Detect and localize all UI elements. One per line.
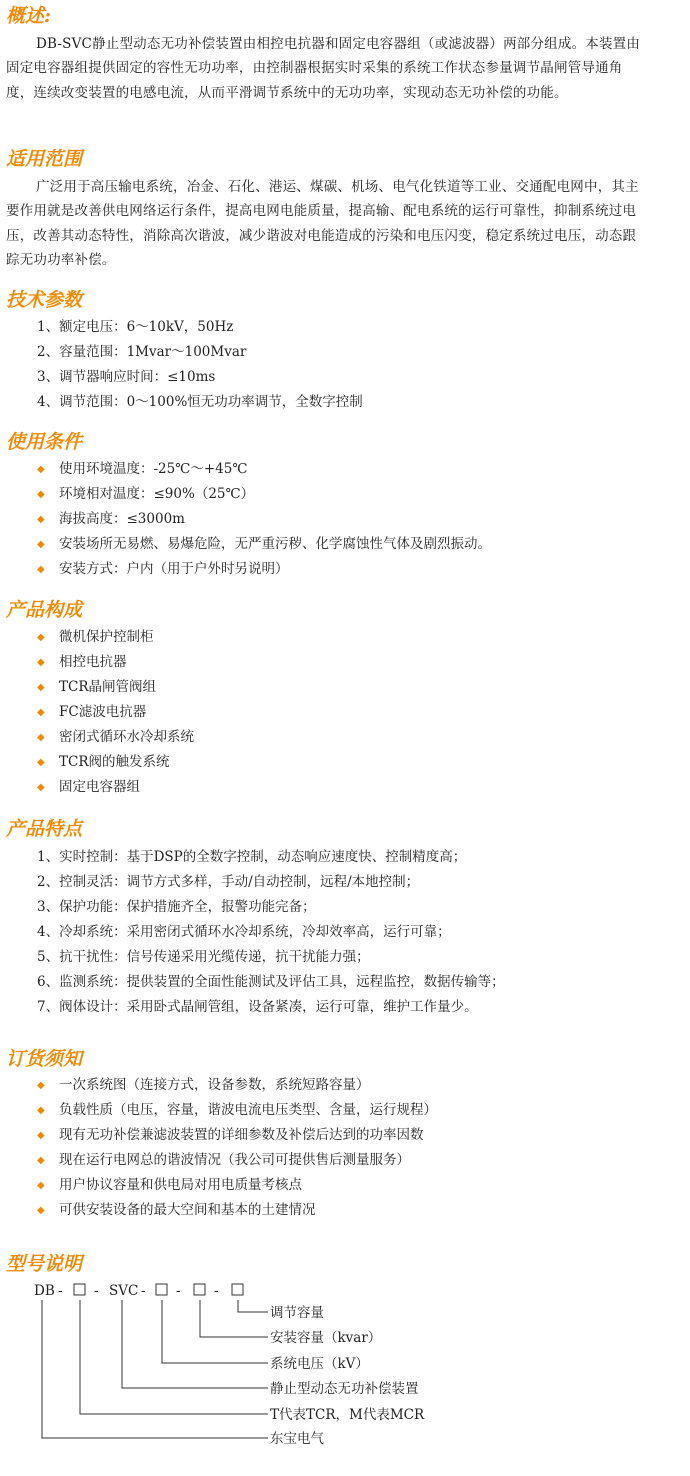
leader-line (122, 1300, 268, 1388)
code-dash: - (141, 1283, 146, 1299)
list-item: ◆ TCR晶闸管阀组 (37, 675, 194, 700)
diamond-bullet-icon: ◆ (37, 1205, 45, 1216)
list-item: ◆ 海拔高度：≤3000m (37, 507, 491, 532)
diamond-bullet-icon: ◆ (37, 707, 45, 718)
list-item: ◆ 相控电抗器 (37, 650, 194, 675)
list-item: ◆ 固定电容器组 (37, 775, 194, 800)
diamond-bullet-icon: ◆ (37, 514, 45, 525)
list-item: ◆ 可供安装设备的最大空间和基本的土建情况 (37, 1198, 437, 1223)
diamond-bullet-icon: ◆ (37, 782, 45, 793)
scope-text: 广泛用于高压输电系统，冶金、石化、港运、煤碳、机场、电气化铁道等工业、交通配电网中，其主要作用就是改善供电网络运行条件，提高电网电能质量，提高输、配电系统的运行可靠性，抑制系统过电压，改善其动态特性，消除高次谐波，减少谐波对电能造成的污染和电压闪变，稳定系统过电压，动态跟踪无功功率补偿。 (6, 179, 639, 269)
code-box-regulating-capacity (232, 1284, 243, 1295)
list-item: 1、实时控制：基于DSP的全数字控制，动态响应速度快、控制精度高； (37, 849, 467, 865)
diamond-bullet-icon: ◆ (37, 757, 45, 768)
code-dash: - (176, 1283, 181, 1299)
leader-line (42, 1300, 268, 1438)
label-type: T代表TCR，M代表MCR (270, 1407, 425, 1423)
list-item: ◆ 环境相对温度：≤90%（25℃） (37, 482, 491, 507)
list-item: ◆ 现有无功补偿兼滤波装置的详细参数及补偿后达到的功率因数 (37, 1123, 437, 1148)
list-item: 3、调节器响应时间：≤10ms (37, 369, 216, 385)
code-dash: - (214, 1283, 219, 1299)
label-company: 东宝电气 (270, 1431, 324, 1447)
list-item: 2、容量范围：1Mvar～100Mvar (37, 344, 247, 360)
code-svc: SVC (109, 1283, 139, 1299)
diamond-bullet-icon: ◆ (37, 682, 45, 693)
model-code-diagram (0, 1275, 690, 1475)
code-box-voltage (156, 1284, 167, 1295)
diamond-bullet-icon: ◆ (37, 564, 45, 575)
code-dash: - (94, 1283, 99, 1299)
scope-paragraph (6, 175, 642, 273)
ordering-list (37, 1073, 437, 1223)
list-item: 6、监测系统：提供装置的全面性能测试及评估工具，远程监控，数据传输等； (37, 974, 505, 990)
conditions-list (37, 457, 491, 582)
label-svc-device: 静止型动态无功补偿装置 (270, 1381, 419, 1397)
diamond-bullet-icon: ◆ (37, 657, 45, 668)
diamond-bullet-icon: ◆ (37, 632, 45, 643)
overview-heading: 概述: (6, 5, 52, 27)
list-item: 7、阀体设计：采用卧式晶闸管组，设备紧凑，运行可靠，维护工作量少。 (37, 999, 478, 1015)
tech-heading: 技术参数 (6, 289, 83, 311)
code-box-install-capacity (194, 1284, 205, 1295)
conditions-heading: 使用条件 (6, 431, 83, 453)
leader-line (162, 1300, 268, 1363)
features-heading: 产品特点 (6, 818, 83, 840)
overview-text: DB-SVC静止型动态无功补偿装置由相控电抗器和固定电容器组（或滤波器）两部分组成。本装置由固定电容器组提供固定的容性无功功率，由控制器根据实时采集的系统工作状态参量调节晶闸管导通角度，连续改变装置的电感电流，从而平滑调节系统中的无功功率，实现动态无功补偿的功能。 (6, 36, 641, 101)
list-item: 4、冷却系统：采用密闭式循环水冷却系统，冷却效率高，运行可靠； (37, 924, 451, 940)
list-item: ◆ 用户协议容量和供电局对用电质量考核点 (37, 1173, 437, 1198)
list-item: 2、控制灵活：调节方式多样，手动/自动控制，远程/本地控制； (37, 874, 420, 890)
leader-line (238, 1300, 268, 1312)
list-item: ◆ 安装场所无易燃、易爆危险，无严重污秽、化学腐蚀性气体及剧烈振动。 (37, 532, 491, 557)
list-item: ◆ 使用环境温度：-25℃～+45℃ (37, 457, 491, 482)
diamond-bullet-icon: ◆ (37, 464, 45, 475)
list-item: ◆ 安装方式：户内（用于户外时另说明） (37, 557, 491, 582)
list-item: 3、保护功能：保护措施齐全，报警功能完备； (37, 899, 316, 915)
diamond-bullet-icon: ◆ (37, 1155, 45, 1166)
model-heading: 型号说明 (6, 1253, 83, 1275)
composition-heading: 产品构成 (6, 599, 83, 621)
list-item: 1、额定电压：6～10kV，50Hz (37, 319, 234, 335)
list-item: ◆ 一次系统图（连接方式，设备参数，系统短路容量） (37, 1073, 437, 1098)
tech-list (37, 315, 363, 415)
code-box-type (74, 1284, 85, 1295)
ordering-heading: 订货须知 (6, 1048, 83, 1070)
list-item: ◆ 微机保护控制柜 (37, 625, 194, 650)
composition-list (37, 625, 194, 800)
label-system-voltage: 系统电压（kV） (270, 1356, 369, 1372)
diamond-bullet-icon: ◆ (37, 489, 45, 500)
diamond-bullet-icon: ◆ (37, 1130, 45, 1141)
leader-line (200, 1300, 268, 1337)
overview-paragraph (6, 32, 642, 105)
list-item: ◆ 密闭式循环水冷却系统 (37, 725, 194, 750)
diamond-bullet-icon: ◆ (37, 539, 45, 550)
label-regulating-capacity: 调节容量 (270, 1305, 324, 1321)
features-list (37, 845, 505, 1020)
scope-heading: 适用范围 (6, 148, 83, 170)
list-item: ◆ TCR阀的触发系统 (37, 750, 194, 775)
diamond-bullet-icon: ◆ (37, 1180, 45, 1191)
list-item: 5、抗干扰性：信号传递采用光缆传递，抗干扰能力强； (37, 949, 370, 965)
list-item: 4、调节范围：0～100%恒无功功率调节，全数字控制 (37, 394, 363, 410)
list-item: ◆ FC滤波电抗器 (37, 700, 194, 725)
list-item: ◆ 现在运行电网总的谐波情况（我公司可提供售后测量服务） (37, 1148, 437, 1173)
diamond-bullet-icon: ◆ (37, 1080, 45, 1091)
leader-line (80, 1300, 268, 1414)
code-dash: - (58, 1283, 63, 1299)
diamond-bullet-icon: ◆ (37, 1105, 45, 1116)
list-item: ◆ 负载性质（电压，容量，谐波电流电压类型、含量，运行规程） (37, 1098, 437, 1123)
code-prefix: DB (34, 1283, 55, 1299)
label-install-capacity: 安装容量（kvar） (270, 1330, 382, 1346)
diamond-bullet-icon: ◆ (37, 732, 45, 743)
